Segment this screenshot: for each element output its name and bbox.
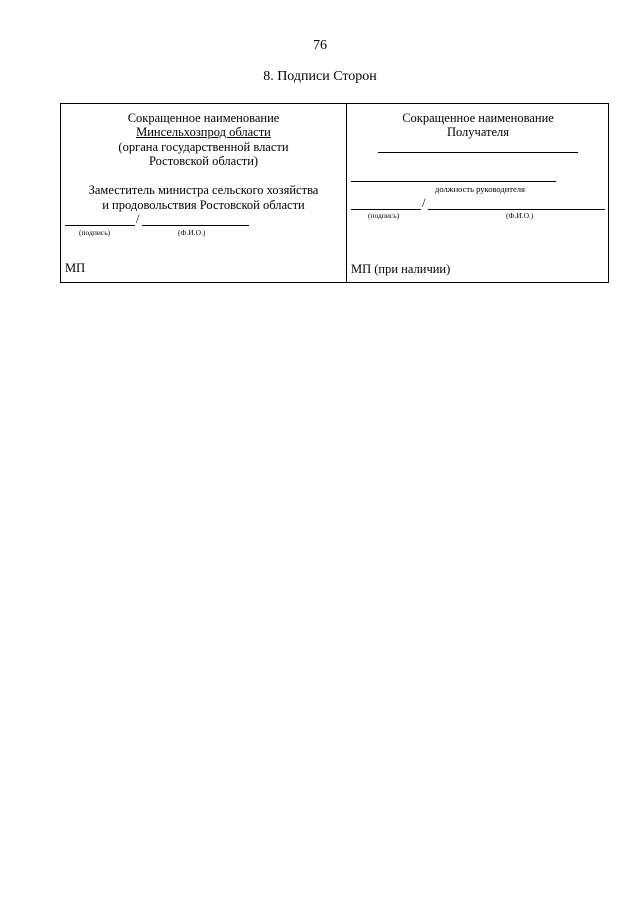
- right-heading: Сокращенное наименование: [402, 111, 554, 125]
- left-position-2: и продовольствия Ростовской области: [102, 198, 305, 212]
- left-org-note-1: (органа государственной власти: [118, 140, 289, 154]
- left-heading: Сокращенное наименование: [127, 111, 280, 125]
- section-title: 8. Подписи Сторон: [263, 69, 377, 84]
- signature-table: [60, 103, 609, 283]
- left-position-1: Заместитель министра сельского хозяйства: [88, 183, 319, 197]
- right-position-line: [351, 181, 556, 182]
- left-name-caption: (Ф.И.О.): [178, 228, 206, 237]
- left-name-line: [142, 225, 249, 226]
- right-recipient: Получателя: [446, 125, 510, 139]
- left-org-name-field: [61, 125, 346, 139]
- left-org-name: Минсельхозпрод области: [136, 125, 271, 139]
- left-signature-caption: (подпись): [79, 228, 111, 237]
- right-signature-caption: (подпись): [368, 211, 400, 220]
- left-signature-slash: /: [136, 212, 140, 226]
- right-stamp: МП (при наличии): [351, 262, 451, 276]
- right-position-caption: должность руководителя: [435, 184, 525, 194]
- right-org-name-line: [378, 152, 578, 153]
- right-signature-line: [351, 209, 421, 210]
- left-stamp: МП: [65, 261, 86, 275]
- left-signature-line: [65, 225, 135, 226]
- right-name-caption: (Ф.И.О.): [506, 211, 534, 220]
- right-signature-slash: /: [422, 196, 426, 210]
- left-org-note-2: Ростовской области): [148, 154, 259, 168]
- page-number: 76: [313, 38, 327, 53]
- right-name-line: [428, 209, 605, 210]
